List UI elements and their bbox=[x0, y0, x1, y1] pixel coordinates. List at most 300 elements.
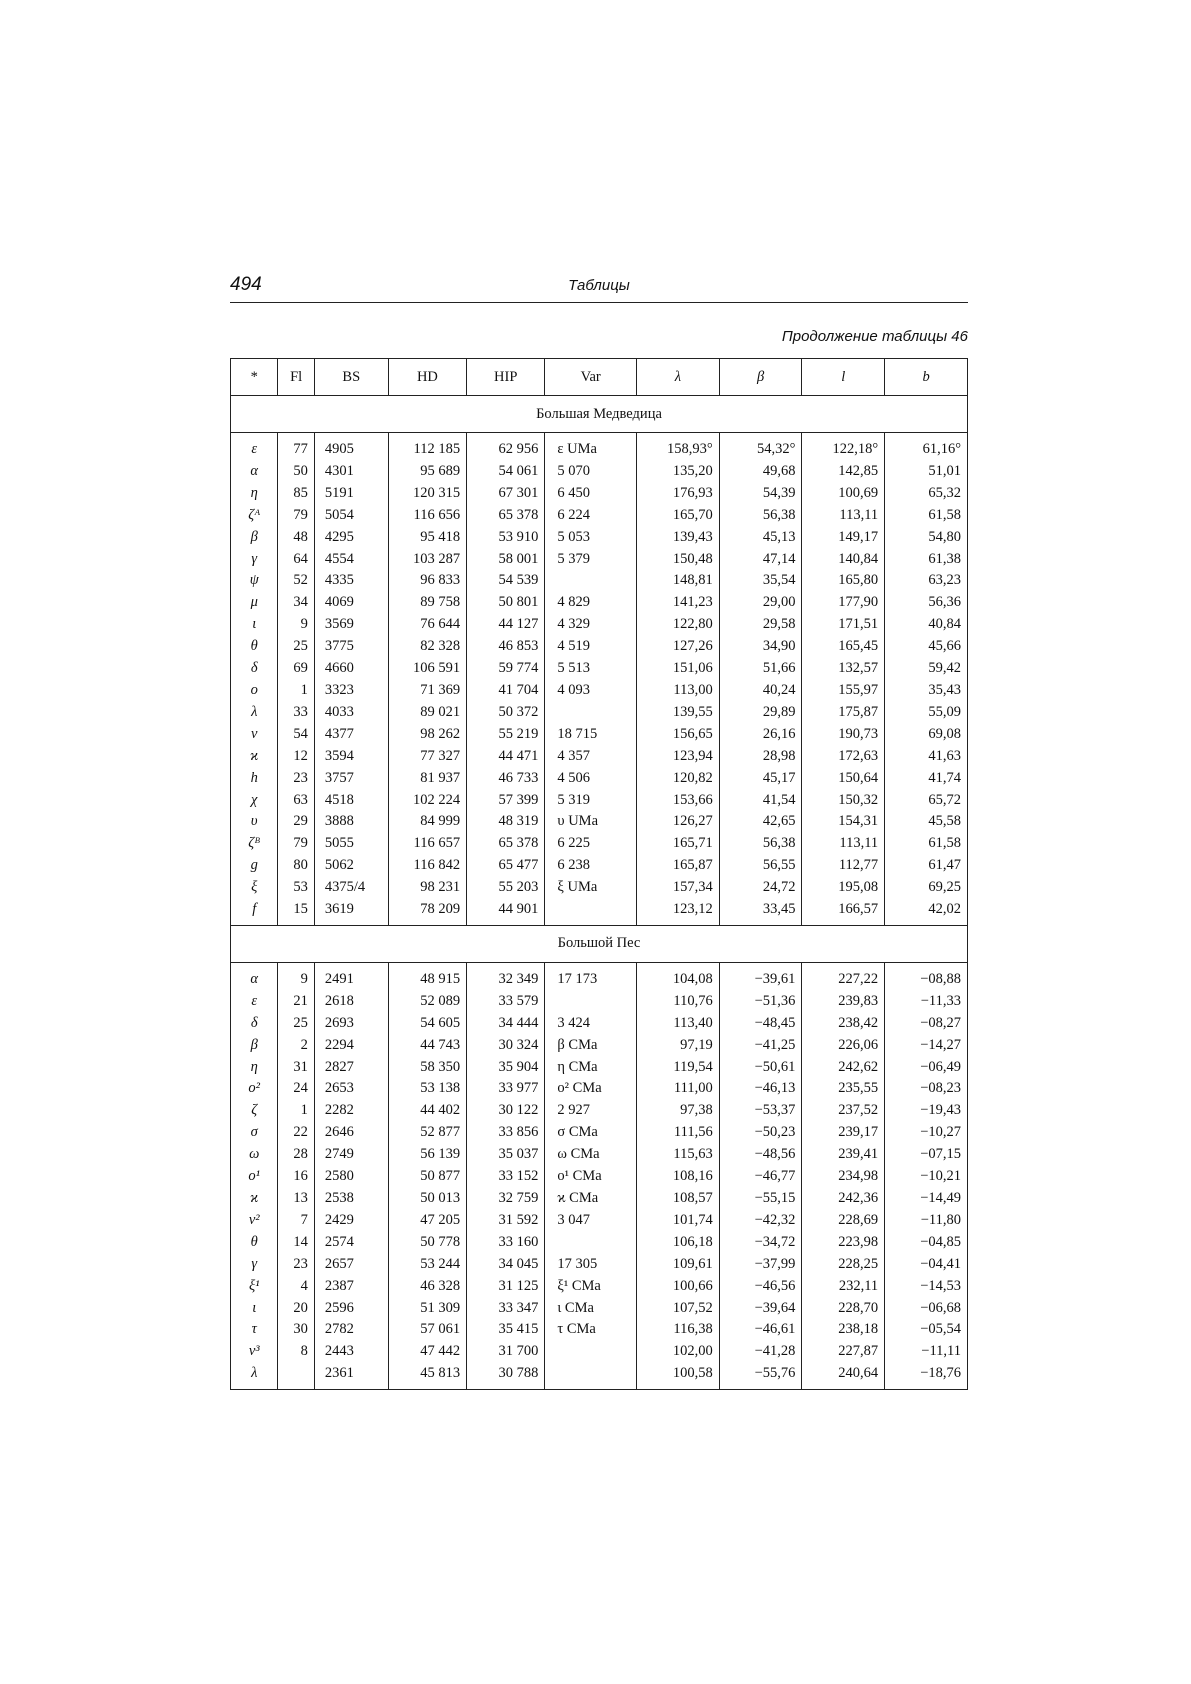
ecliptic-longitude: 165,70 bbox=[636, 505, 719, 527]
galactic-longitude: 122,18° bbox=[802, 433, 885, 461]
flamsteed-number: 79 bbox=[278, 833, 314, 855]
star-designation: ξ¹ bbox=[231, 1276, 278, 1298]
flamsteed-number: 16 bbox=[278, 1166, 314, 1188]
ecliptic-latitude: −51,36 bbox=[719, 991, 802, 1013]
flamsteed-number: 34 bbox=[278, 592, 314, 614]
rule-cell bbox=[545, 1389, 637, 1390]
hd-number: 89 758 bbox=[388, 592, 466, 614]
hd-number: 95 689 bbox=[388, 461, 466, 483]
galactic-latitude: −10,27 bbox=[885, 1122, 968, 1144]
ecliptic-latitude: −34,72 bbox=[719, 1232, 802, 1254]
bs-number: 2282 bbox=[314, 1100, 388, 1122]
galactic-longitude: 149,17 bbox=[802, 527, 885, 549]
star-designation: υ bbox=[231, 811, 278, 833]
galactic-latitude: 61,58 bbox=[885, 833, 968, 855]
galactic-longitude: 166,57 bbox=[802, 899, 885, 925]
table-row bbox=[231, 1210, 968, 1232]
ecliptic-latitude: −55,15 bbox=[719, 1188, 802, 1210]
flamsteed-number: 63 bbox=[278, 790, 314, 812]
bs-number: 2443 bbox=[314, 1341, 388, 1363]
bs-number: 4069 bbox=[314, 592, 388, 614]
variable-designation: 6 450 bbox=[545, 483, 637, 505]
ecliptic-latitude: 45,17 bbox=[719, 768, 802, 790]
table-row bbox=[231, 746, 968, 768]
hd-number: 96 833 bbox=[388, 570, 466, 592]
flamsteed-number: 23 bbox=[278, 768, 314, 790]
table-row bbox=[231, 1122, 968, 1144]
ecliptic-latitude: 24,72 bbox=[719, 877, 802, 899]
flamsteed-number: 20 bbox=[278, 1298, 314, 1320]
ecliptic-longitude: 111,56 bbox=[636, 1122, 719, 1144]
variable-designation: ο¹ CMa bbox=[545, 1166, 637, 1188]
table-row bbox=[231, 1013, 968, 1035]
galactic-longitude: 234,98 bbox=[802, 1166, 885, 1188]
galactic-latitude: −06,49 bbox=[885, 1057, 968, 1079]
variable-designation: 17 305 bbox=[545, 1254, 637, 1276]
table-row bbox=[231, 790, 968, 812]
bs-number: 4377 bbox=[314, 724, 388, 746]
star-designation: λ bbox=[231, 1363, 278, 1389]
page-header bbox=[230, 272, 968, 303]
section-data-group bbox=[231, 433, 968, 926]
galactic-latitude: −07,15 bbox=[885, 1144, 968, 1166]
bs-number: 2596 bbox=[314, 1298, 388, 1320]
galactic-latitude: 42,02 bbox=[885, 899, 968, 925]
ecliptic-longitude: 148,81 bbox=[636, 570, 719, 592]
bs-number: 3888 bbox=[314, 811, 388, 833]
variable-designation: σ CMa bbox=[545, 1122, 637, 1144]
hd-number: 102 224 bbox=[388, 790, 466, 812]
table-row bbox=[231, 1166, 968, 1188]
hd-number: 95 418 bbox=[388, 527, 466, 549]
hd-number: 103 287 bbox=[388, 549, 466, 571]
galactic-latitude: 54,80 bbox=[885, 527, 968, 549]
galactic-longitude: 113,11 bbox=[802, 833, 885, 855]
galactic-latitude: 63,23 bbox=[885, 570, 968, 592]
hd-number: 76 644 bbox=[388, 614, 466, 636]
galactic-longitude: 172,63 bbox=[802, 746, 885, 768]
galactic-longitude: 227,87 bbox=[802, 1341, 885, 1363]
galactic-latitude: 69,08 bbox=[885, 724, 968, 746]
star-designation: ν² bbox=[231, 1210, 278, 1232]
star-designation: β bbox=[231, 1035, 278, 1057]
rule-cell bbox=[719, 1389, 802, 1390]
flamsteed-number: 33 bbox=[278, 702, 314, 724]
hip-number: 57 399 bbox=[467, 790, 545, 812]
bs-number: 4301 bbox=[314, 461, 388, 483]
flamsteed-number: 53 bbox=[278, 877, 314, 899]
flamsteed-number: 64 bbox=[278, 549, 314, 571]
flamsteed-number: 69 bbox=[278, 658, 314, 680]
star-designation: μ bbox=[231, 592, 278, 614]
ecliptic-longitude: 108,16 bbox=[636, 1166, 719, 1188]
variable-designation: 5 513 bbox=[545, 658, 637, 680]
hip-number: 59 774 bbox=[467, 658, 545, 680]
galactic-latitude: 61,38 bbox=[885, 549, 968, 571]
hip-number: 33 152 bbox=[467, 1166, 545, 1188]
table-row bbox=[231, 614, 968, 636]
ecliptic-latitude: 29,00 bbox=[719, 592, 802, 614]
table-row bbox=[231, 1232, 968, 1254]
variable-designation: 4 329 bbox=[545, 614, 637, 636]
star-designation: ϰ bbox=[231, 746, 278, 768]
variable-designation: β CMa bbox=[545, 1035, 637, 1057]
star-designation: f bbox=[231, 899, 278, 925]
table-row bbox=[231, 811, 968, 833]
hip-number: 55 203 bbox=[467, 877, 545, 899]
hip-number: 34 045 bbox=[467, 1254, 545, 1276]
hip-number: 33 160 bbox=[467, 1232, 545, 1254]
hip-number: 46 853 bbox=[467, 636, 545, 658]
flamsteed-number: 48 bbox=[278, 527, 314, 549]
flamsteed-number: 25 bbox=[278, 636, 314, 658]
galactic-longitude: 195,08 bbox=[802, 877, 885, 899]
hip-number: 44 127 bbox=[467, 614, 545, 636]
table-row bbox=[231, 833, 968, 855]
flamsteed-number: 54 bbox=[278, 724, 314, 746]
flamsteed-number: 8 bbox=[278, 1341, 314, 1363]
table-row bbox=[231, 1144, 968, 1166]
col-header-star: * bbox=[231, 359, 278, 396]
hip-number: 33 977 bbox=[467, 1078, 545, 1100]
ecliptic-longitude: 139,43 bbox=[636, 527, 719, 549]
hd-number: 112 185 bbox=[388, 433, 466, 461]
galactic-longitude: 226,06 bbox=[802, 1035, 885, 1057]
rule-cell bbox=[278, 1389, 314, 1390]
galactic-latitude: 69,25 bbox=[885, 877, 968, 899]
star-designation: η bbox=[231, 1057, 278, 1079]
galactic-longitude: 171,51 bbox=[802, 614, 885, 636]
bs-number: 3757 bbox=[314, 768, 388, 790]
ecliptic-latitude: 56,55 bbox=[719, 855, 802, 877]
hip-number: 35 904 bbox=[467, 1057, 545, 1079]
ecliptic-latitude: 28,98 bbox=[719, 746, 802, 768]
header-row bbox=[231, 359, 968, 396]
galactic-latitude: −11,33 bbox=[885, 991, 968, 1013]
ecliptic-longitude: 113,00 bbox=[636, 680, 719, 702]
ecliptic-latitude: −48,45 bbox=[719, 1013, 802, 1035]
bs-number: 2749 bbox=[314, 1144, 388, 1166]
ecliptic-latitude: 34,90 bbox=[719, 636, 802, 658]
col-header-lambda: λ bbox=[636, 359, 719, 396]
bs-number: 2538 bbox=[314, 1188, 388, 1210]
hip-number: 44 471 bbox=[467, 746, 545, 768]
ecliptic-latitude: −46,56 bbox=[719, 1276, 802, 1298]
flamsteed-number: 79 bbox=[278, 505, 314, 527]
bs-number: 2387 bbox=[314, 1276, 388, 1298]
galactic-latitude: −11,11 bbox=[885, 1341, 968, 1363]
table-row bbox=[231, 636, 968, 658]
table-row bbox=[231, 1057, 968, 1079]
table-row bbox=[231, 658, 968, 680]
ecliptic-longitude: 97,19 bbox=[636, 1035, 719, 1057]
variable-designation bbox=[545, 702, 637, 724]
table-row bbox=[231, 991, 968, 1013]
hip-number: 50 801 bbox=[467, 592, 545, 614]
section-header-group bbox=[231, 925, 968, 962]
galactic-latitude: 45,66 bbox=[885, 636, 968, 658]
page-number: 494 bbox=[230, 274, 262, 295]
ecliptic-longitude: 110,76 bbox=[636, 991, 719, 1013]
galactic-latitude: −08,23 bbox=[885, 1078, 968, 1100]
galactic-longitude: 100,69 bbox=[802, 483, 885, 505]
variable-designation: 5 053 bbox=[545, 527, 637, 549]
star-designation: γ bbox=[231, 1254, 278, 1276]
hip-number: 30 324 bbox=[467, 1035, 545, 1057]
hd-number: 51 309 bbox=[388, 1298, 466, 1320]
hd-number: 52 089 bbox=[388, 991, 466, 1013]
hd-number: 82 328 bbox=[388, 636, 466, 658]
star-designation: g bbox=[231, 855, 278, 877]
galactic-latitude: −14,49 bbox=[885, 1188, 968, 1210]
galactic-longitude: 177,90 bbox=[802, 592, 885, 614]
galactic-longitude: 240,64 bbox=[802, 1363, 885, 1389]
bs-number: 4033 bbox=[314, 702, 388, 724]
ecliptic-longitude: 151,06 bbox=[636, 658, 719, 680]
hd-number: 98 262 bbox=[388, 724, 466, 746]
flamsteed-number: 50 bbox=[278, 461, 314, 483]
table-row bbox=[231, 483, 968, 505]
hip-number: 48 319 bbox=[467, 811, 545, 833]
galactic-latitude: −11,80 bbox=[885, 1210, 968, 1232]
ecliptic-latitude: −55,76 bbox=[719, 1363, 802, 1389]
flamsteed-number: 14 bbox=[278, 1232, 314, 1254]
galactic-latitude: −04,41 bbox=[885, 1254, 968, 1276]
table-row bbox=[231, 527, 968, 549]
ecliptic-latitude: 49,68 bbox=[719, 461, 802, 483]
star-designation: ι bbox=[231, 614, 278, 636]
galactic-longitude: 242,62 bbox=[802, 1057, 885, 1079]
bs-number: 4660 bbox=[314, 658, 388, 680]
ecliptic-latitude: −41,28 bbox=[719, 1341, 802, 1363]
star-designation: α bbox=[231, 461, 278, 483]
star-designation: θ bbox=[231, 1232, 278, 1254]
flamsteed-number: 29 bbox=[278, 811, 314, 833]
bs-number: 2657 bbox=[314, 1254, 388, 1276]
galactic-latitude: −14,53 bbox=[885, 1276, 968, 1298]
star-designation: γ bbox=[231, 549, 278, 571]
star-designation: θ bbox=[231, 636, 278, 658]
ecliptic-longitude: 153,66 bbox=[636, 790, 719, 812]
flamsteed-number: 25 bbox=[278, 1013, 314, 1035]
bs-number: 2618 bbox=[314, 991, 388, 1013]
flamsteed-number: 52 bbox=[278, 570, 314, 592]
star-designation: ϰ bbox=[231, 1188, 278, 1210]
galactic-latitude: −04,85 bbox=[885, 1232, 968, 1254]
variable-designation: 5 070 bbox=[545, 461, 637, 483]
galactic-longitude: 235,55 bbox=[802, 1078, 885, 1100]
galactic-longitude: 237,52 bbox=[802, 1100, 885, 1122]
variable-designation bbox=[545, 570, 637, 592]
flamsteed-number: 22 bbox=[278, 1122, 314, 1144]
galactic-longitude: 228,69 bbox=[802, 1210, 885, 1232]
hd-number: 52 877 bbox=[388, 1122, 466, 1144]
flamsteed-number: 1 bbox=[278, 1100, 314, 1122]
table-row bbox=[231, 899, 968, 925]
bs-number: 5191 bbox=[314, 483, 388, 505]
flamsteed-number: 9 bbox=[278, 614, 314, 636]
table-bottom-rule bbox=[231, 1389, 968, 1390]
hip-number: 65 378 bbox=[467, 505, 545, 527]
hip-number: 65 378 bbox=[467, 833, 545, 855]
ecliptic-longitude: 116,38 bbox=[636, 1319, 719, 1341]
hd-number: 58 350 bbox=[388, 1057, 466, 1079]
hd-number: 53 244 bbox=[388, 1254, 466, 1276]
ecliptic-latitude: −53,37 bbox=[719, 1100, 802, 1122]
flamsteed-number: 30 bbox=[278, 1319, 314, 1341]
variable-designation: ξ UMa bbox=[545, 877, 637, 899]
bs-number: 2580 bbox=[314, 1166, 388, 1188]
hd-number: 50 013 bbox=[388, 1188, 466, 1210]
ecliptic-longitude: 100,58 bbox=[636, 1363, 719, 1389]
ecliptic-longitude: 127,26 bbox=[636, 636, 719, 658]
hip-number: 41 704 bbox=[467, 680, 545, 702]
bs-number: 4375/4 bbox=[314, 877, 388, 899]
variable-designation: 6 238 bbox=[545, 855, 637, 877]
ecliptic-latitude: 47,14 bbox=[719, 549, 802, 571]
ecliptic-longitude: 165,87 bbox=[636, 855, 719, 877]
ecliptic-longitude: 122,80 bbox=[636, 614, 719, 636]
table-row bbox=[231, 680, 968, 702]
table-row bbox=[231, 1254, 968, 1276]
table-row bbox=[231, 592, 968, 614]
ecliptic-longitude: 100,66 bbox=[636, 1276, 719, 1298]
section-header-row bbox=[231, 396, 968, 433]
rule-cell bbox=[885, 1389, 968, 1390]
bs-number: 2827 bbox=[314, 1057, 388, 1079]
galactic-latitude: −10,21 bbox=[885, 1166, 968, 1188]
star-designation: ω bbox=[231, 1144, 278, 1166]
hip-number: 50 372 bbox=[467, 702, 545, 724]
hd-number: 77 327 bbox=[388, 746, 466, 768]
hd-number: 71 369 bbox=[388, 680, 466, 702]
flamsteed-number: 85 bbox=[278, 483, 314, 505]
bs-number: 4905 bbox=[314, 433, 388, 461]
hip-number: 55 219 bbox=[467, 724, 545, 746]
flamsteed-number: 12 bbox=[278, 746, 314, 768]
col-header-beta: β bbox=[719, 359, 802, 396]
hd-number: 48 915 bbox=[388, 962, 466, 990]
galactic-latitude: 55,09 bbox=[885, 702, 968, 724]
star-designation: ψ bbox=[231, 570, 278, 592]
flamsteed-number: 2 bbox=[278, 1035, 314, 1057]
ecliptic-latitude: −46,13 bbox=[719, 1078, 802, 1100]
rule-cell bbox=[467, 1389, 545, 1390]
ecliptic-latitude: 33,45 bbox=[719, 899, 802, 925]
table-row bbox=[231, 1363, 968, 1389]
galactic-latitude: 56,36 bbox=[885, 592, 968, 614]
galactic-longitude: 228,70 bbox=[802, 1298, 885, 1320]
star-designation: ζᴮ bbox=[231, 833, 278, 855]
flamsteed-number: 31 bbox=[278, 1057, 314, 1079]
ecliptic-latitude: −50,61 bbox=[719, 1057, 802, 1079]
hip-number: 62 956 bbox=[467, 433, 545, 461]
ecliptic-longitude: 104,08 bbox=[636, 962, 719, 990]
hip-number: 54 061 bbox=[467, 461, 545, 483]
ecliptic-longitude: 157,34 bbox=[636, 877, 719, 899]
ecliptic-longitude: 115,63 bbox=[636, 1144, 719, 1166]
variable-designation: 2 927 bbox=[545, 1100, 637, 1122]
variable-designation bbox=[545, 899, 637, 925]
bs-number: 2429 bbox=[314, 1210, 388, 1232]
hip-number: 58 001 bbox=[467, 549, 545, 571]
galactic-longitude: 232,11 bbox=[802, 1276, 885, 1298]
galactic-latitude: −08,88 bbox=[885, 962, 968, 990]
hip-number: 31 700 bbox=[467, 1341, 545, 1363]
hip-number: 35 415 bbox=[467, 1319, 545, 1341]
variable-designation bbox=[545, 1341, 637, 1363]
hd-number: 116 656 bbox=[388, 505, 466, 527]
galactic-longitude: 165,80 bbox=[802, 570, 885, 592]
table-row bbox=[231, 433, 968, 461]
star-designation: ζ bbox=[231, 1100, 278, 1122]
table-row bbox=[231, 724, 968, 746]
col-header-bs: BS bbox=[314, 359, 388, 396]
variable-designation: 4 357 bbox=[545, 746, 637, 768]
hip-number: 53 910 bbox=[467, 527, 545, 549]
ecliptic-longitude: 119,54 bbox=[636, 1057, 719, 1079]
hd-number: 81 937 bbox=[388, 768, 466, 790]
star-designation: ε bbox=[231, 991, 278, 1013]
ecliptic-longitude: 141,23 bbox=[636, 592, 719, 614]
hip-number: 32 759 bbox=[467, 1188, 545, 1210]
variable-designation: 3 424 bbox=[545, 1013, 637, 1035]
hd-number: 47 442 bbox=[388, 1341, 466, 1363]
ecliptic-longitude: 109,61 bbox=[636, 1254, 719, 1276]
hip-number: 67 301 bbox=[467, 483, 545, 505]
variable-designation: ο² CMa bbox=[545, 1078, 637, 1100]
star-designation: δ bbox=[231, 1013, 278, 1035]
star-designation: β bbox=[231, 527, 278, 549]
table-row bbox=[231, 1298, 968, 1320]
variable-designation: ϰ CMa bbox=[545, 1188, 637, 1210]
ecliptic-longitude: 102,00 bbox=[636, 1341, 719, 1363]
galactic-longitude: 223,98 bbox=[802, 1232, 885, 1254]
ecliptic-latitude: −39,64 bbox=[719, 1298, 802, 1320]
table-row bbox=[231, 1188, 968, 1210]
hd-number: 56 139 bbox=[388, 1144, 466, 1166]
flamsteed-number: 4 bbox=[278, 1276, 314, 1298]
ecliptic-latitude: 35,54 bbox=[719, 570, 802, 592]
ecliptic-latitude: 26,16 bbox=[719, 724, 802, 746]
hd-number: 47 205 bbox=[388, 1210, 466, 1232]
hip-number: 46 733 bbox=[467, 768, 545, 790]
rule-cell bbox=[802, 1389, 885, 1390]
ecliptic-longitude: 120,82 bbox=[636, 768, 719, 790]
table-row bbox=[231, 877, 968, 899]
bs-number: 5062 bbox=[314, 855, 388, 877]
galactic-latitude: 59,42 bbox=[885, 658, 968, 680]
ecliptic-longitude: 123,12 bbox=[636, 899, 719, 925]
hd-number: 78 209 bbox=[388, 899, 466, 925]
hd-number: 106 591 bbox=[388, 658, 466, 680]
ecliptic-latitude: −39,61 bbox=[719, 962, 802, 990]
star-designation: ι bbox=[231, 1298, 278, 1320]
rule-cell bbox=[636, 1389, 719, 1390]
variable-designation: 3 047 bbox=[545, 1210, 637, 1232]
galactic-longitude: 190,73 bbox=[802, 724, 885, 746]
bs-number: 2693 bbox=[314, 1013, 388, 1035]
ecliptic-latitude: −46,61 bbox=[719, 1319, 802, 1341]
hd-number: 57 061 bbox=[388, 1319, 466, 1341]
galactic-longitude: 150,64 bbox=[802, 768, 885, 790]
galactic-latitude: 61,58 bbox=[885, 505, 968, 527]
hd-number: 44 743 bbox=[388, 1035, 466, 1057]
bs-number: 3569 bbox=[314, 614, 388, 636]
bs-number: 3323 bbox=[314, 680, 388, 702]
galactic-latitude: −08,27 bbox=[885, 1013, 968, 1035]
bs-number: 5054 bbox=[314, 505, 388, 527]
